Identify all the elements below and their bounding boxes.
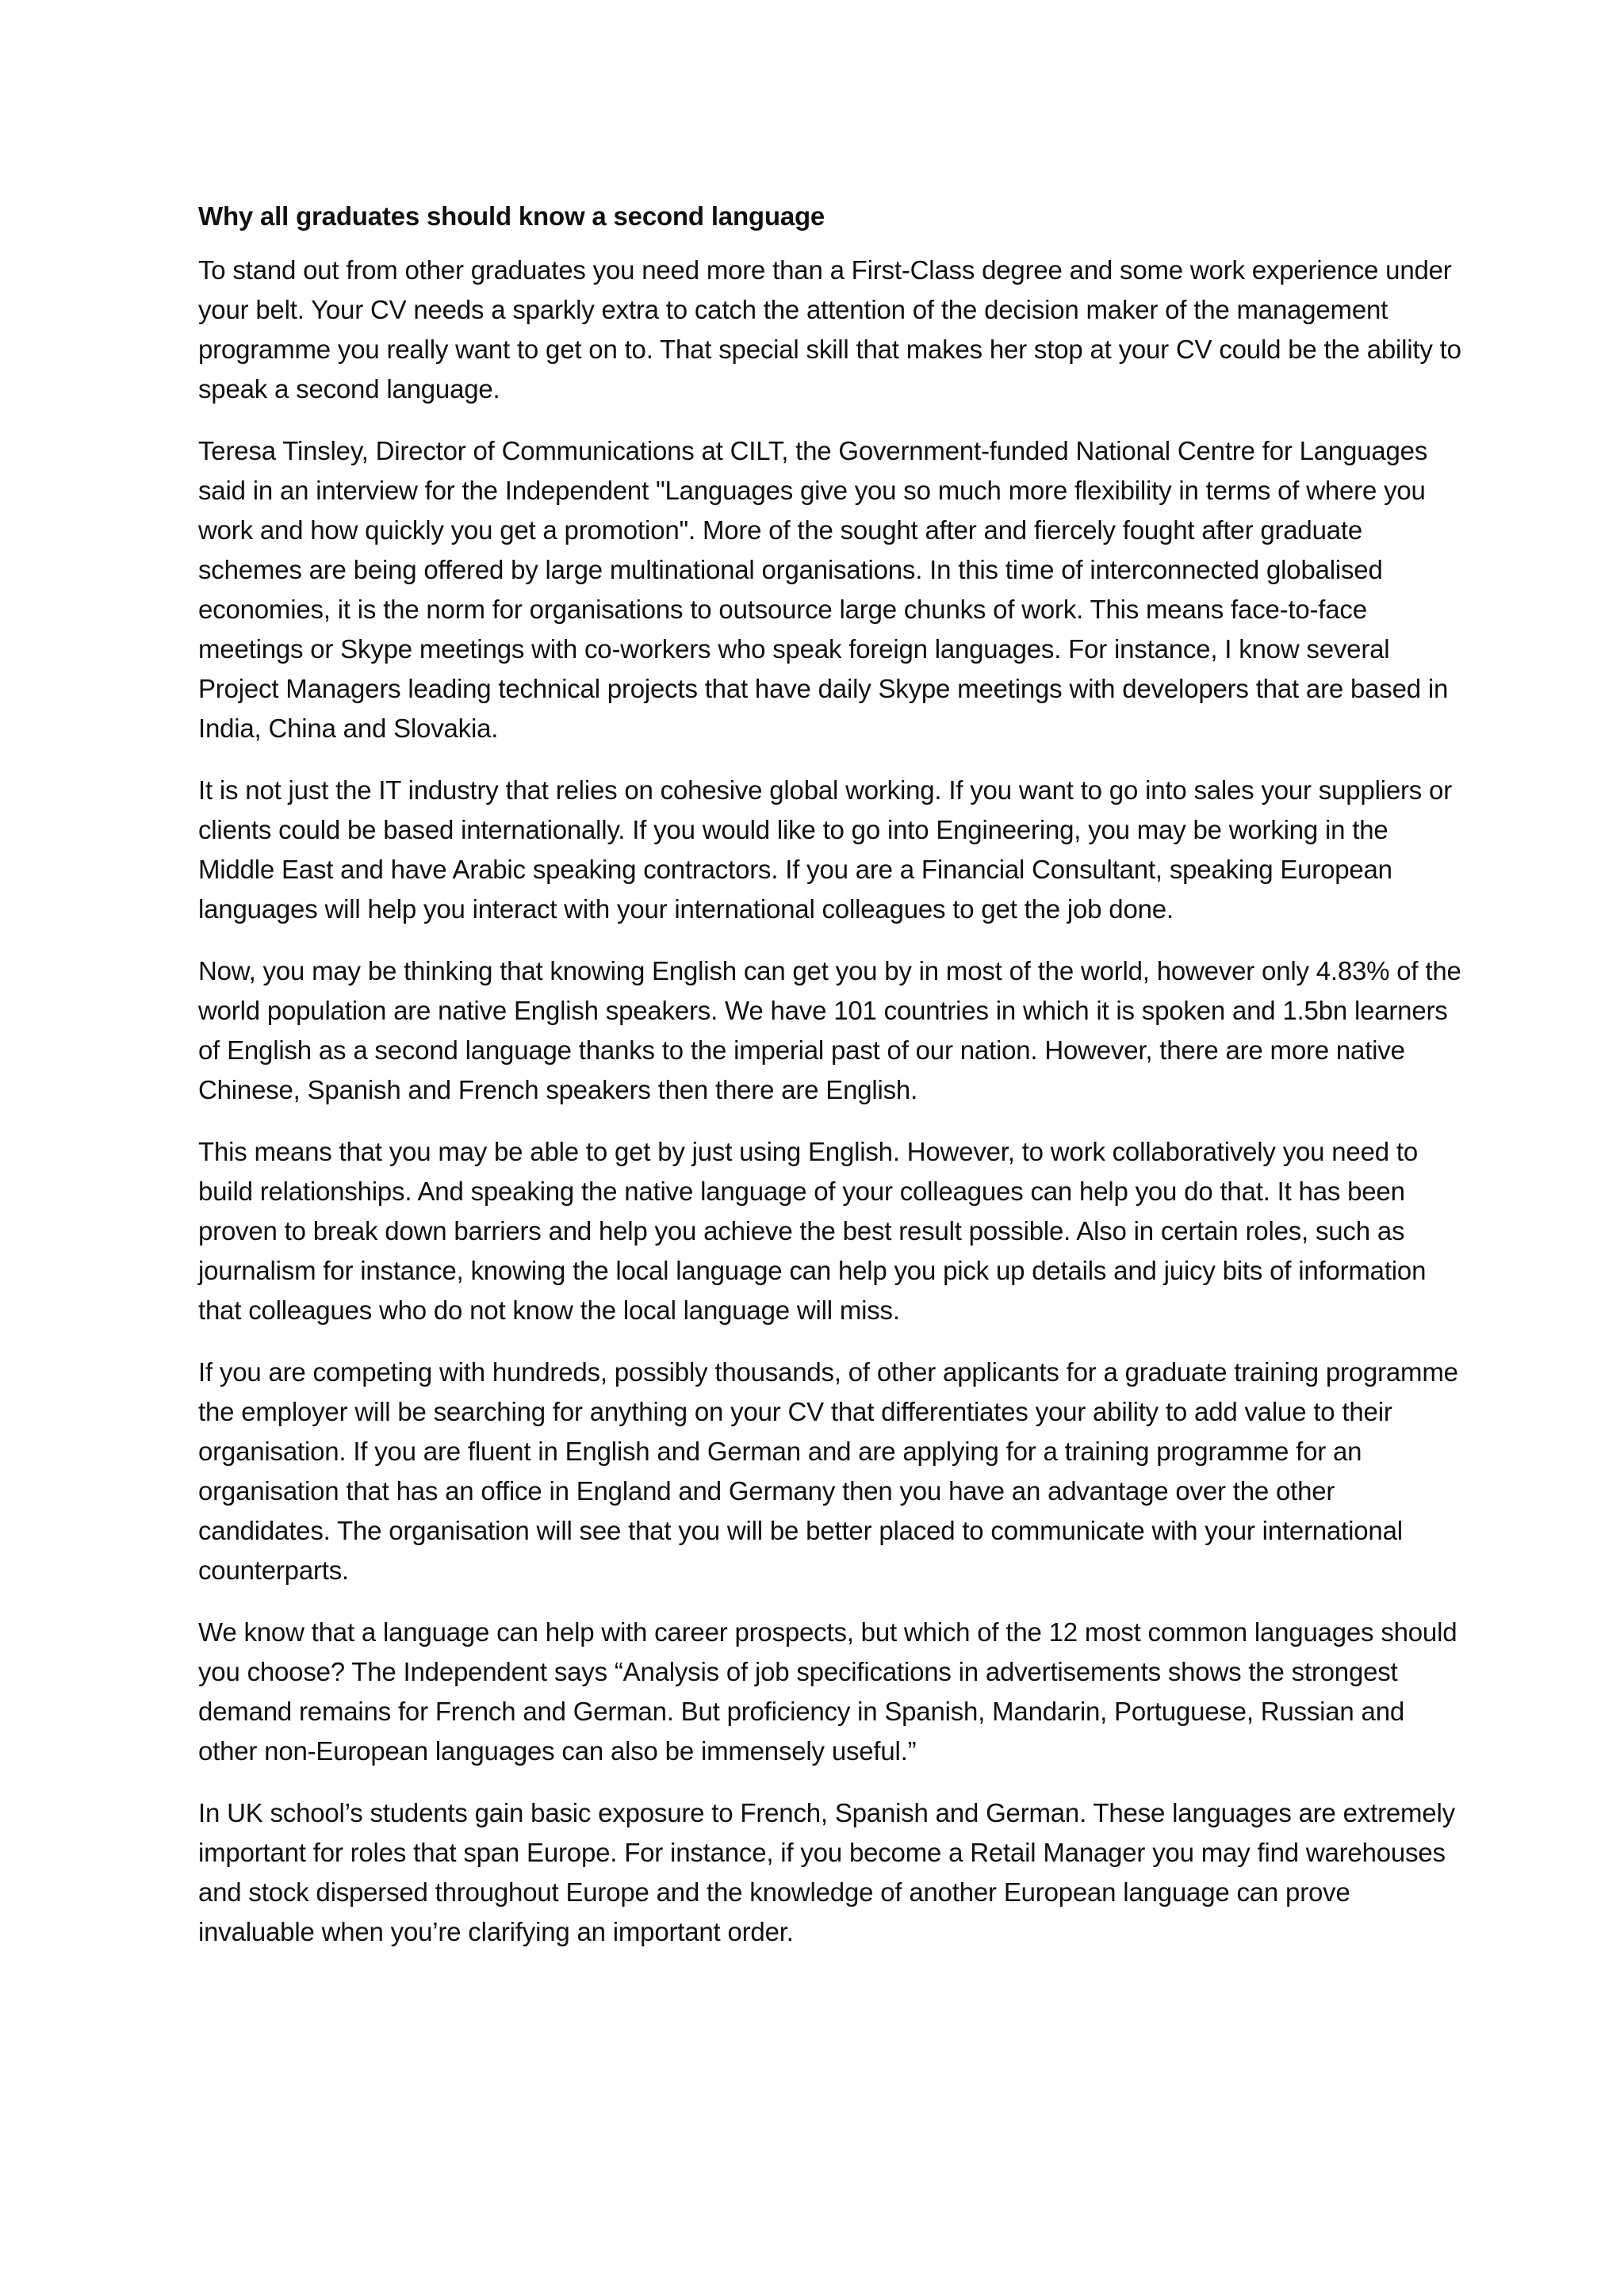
- paragraph-english-speakers: Now, you may be thinking that knowing English can get you by in most of the world, however only 4.83% of the world population are native English speakers. We have 101 countries in which it is spoken and 1.5bn learners of English as a second language thanks to the imperial past of our nation. However, there are more native Chinese, Spanish and French speakers then there are English.: [198, 956, 1461, 1104]
- paragraph-teresa-tinsley-quote: Teresa Tinsley, Director of Communications at CILT, the Government-funded National Centre for Languages said in an interview for the Independent "Languages give you so much more flexibility in terms of where you work and how quickly you get a promotion". More of the sought after and fiercely fought after graduate schemes are being offered by large multinational organisations. In this time of interconnected globalised economies, it is the norm for organisations to outsource large chunks of work. This means face-to-face meetings or Skype meetings with co-workers who speak foreign languages. For instance, I know several Project Managers leading technical projects that have daily Skype meetings with developers that are based in India, China and Slovakia.: [198, 436, 1449, 743]
- paragraph-uk-schools: In UK school’s students gain basic exposure to French, Spanish and German. These languages are extremely important for roles that span Europe. For instance, if you become a Retail Manager you may find warehouses and stock dispersed throughout Europe and the knowledge of another European language can prove invaluable when you’re clarifying an important order.: [198, 1798, 1455, 1946]
- paragraph-relationships: This means that you may be able to get by just using English. However, to work collaboratively you need to build relationships. And speaking the native language of your colleagues can help you do that. It has been proven to break down barriers and help you achieve the best result possible. Also in certain roles, such as journalism for instance, knowing the local language can help you pick up details and juicy bits of information that colleagues who do not know the local language will miss.: [198, 1137, 1427, 1325]
- paragraph-intro: To stand out from other graduates you need more than a First-Class degree and some work experience under your belt. Your CV needs a sparkly extra to catch the attention of the decision maker of the management programme you really want to get on to. That special skill that makes her stop at your CV could be the ability to speak a second language.: [198, 255, 1461, 404]
- document-body: [198, 197, 1467, 1974]
- document-title: Why all graduates should know a second language: [198, 201, 825, 231]
- paragraph-competition: If you are competing with hundreds, possibly thousands, of other applicants for a graduate training programme the employer will be searching for anything on your CV that differentiates your ability to add value to their organisation. If you are fluent in English and German and are applying for a training programme for an organisation that has an office in England and Germany then you have an advantage over the other candidates. The organisation will see that you will be better placed to communicate with your international counterparts.: [198, 1357, 1458, 1585]
- paragraph-global-industries: It is not just the IT industry that relies on cohesive global working. If you want to go into sales your suppliers or clients could be based internationally. If you would like to go into Engineering, you may be working in the Middle East and have Arabic speaking contractors. If you are a Financial Consultant, speaking European languages will help you interact with your international colleagues to get the job done.: [198, 775, 1452, 924]
- paragraph-which-language: We know that a language can help with career prospects, but which of the 12 most common languages should you choose? The Independent says “Analysis of job specifications in advertisements shows the strongest demand remains for French and German. But proficiency in Spanish, Mandarin, Portuguese, Russian and other non-European languages can also be immensely useful.”: [198, 1617, 1457, 1766]
